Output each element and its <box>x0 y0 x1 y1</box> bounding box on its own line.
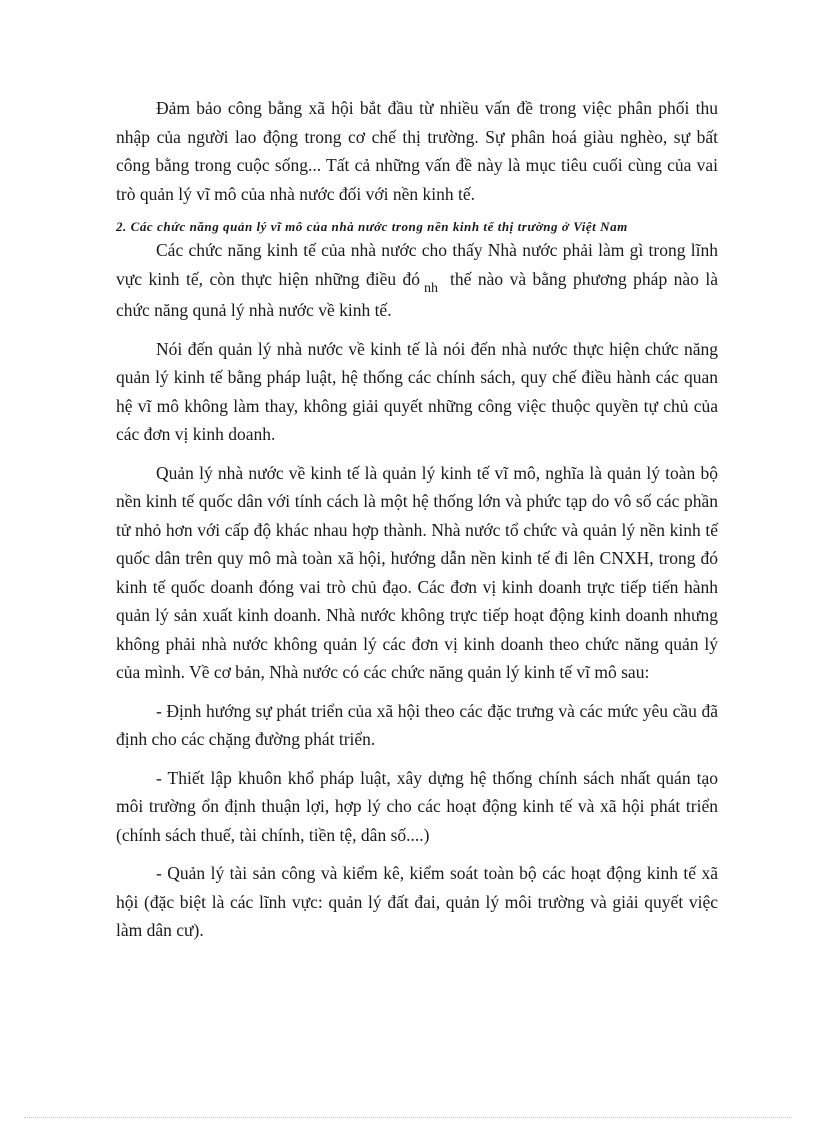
paragraph-social-equity: Đảm bảo công bằng xã hội bắt đầu từ nhiều vấn đề trong việc phân phối thu nhập của người lao động trong cơ chế thị trường. Sự phân hoá giàu nghèo, sự bất công bằng trong cuộc sống... Tất cả những vấn đề này là mục tiêu cuối cùng của vai trò quản lý vĩ mô của nhà nước đối với nền kinh tế. <box>116 98 718 204</box>
paragraph-economic-functions-sub: nh <box>424 280 439 296</box>
footer-divider <box>24 1117 792 1118</box>
bullet-item: - Quản lý tài sản công và kiểm kê, kiểm soát toàn bộ các hoạt động kinh tế xã hội (đặc biệt là các lĩnh vực: quản lý đất đai, quản lý môi trường và giải quyết việc làm dân cư). <box>116 863 718 940</box>
paragraph-economic-functions <box>116 236 718 325</box>
paragraph-state-management: Nói đến quản lý nhà nước về kinh tế là nói đến nhà nước thực hiện chức năng quản lý kinh tế bằng pháp luật, hệ thống các chính sách, quy chế điều hành các quan hệ vĩ mô không làm thay, không giải quyết những công việc thuộc quyền tự chủ của các đơn vị kinh doanh. <box>116 338 718 444</box>
document-body <box>116 94 718 955</box>
section-heading: 2. Các chức năng quản lý vĩ mô của nhà nước trong nền kinh tế thị trường ở Việt Nam <box>116 219 628 234</box>
bullet-item: - Thiết lập khuôn khổ pháp luật, xây dựng hệ thống chính sách nhất quán tạo môi trường ổn định thuận lợi, hợp lý cho các hoạt động kinh tế và xã hội phát triển (chính sách thuế, tài chính, tiền tệ, dân số....) <box>116 767 718 845</box>
paragraph-economic-functions-end: thế nào và bằng phương pháp nào là chức năng qunả lý nhà nước về kinh tế. <box>116 268 718 320</box>
bullet-item: - Định hướng sự phát triển của xã hội theo các đặc trưng và các mức yêu cầu đã định cho các chặng đường phát triển. <box>116 700 718 749</box>
paragraph-macro-management: Quản lý nhà nước về kinh tế là quản lý kinh tế vĩ mô, nghĩa là quản lý toàn bộ nền kinh tế quốc dân với tính cách là một hệ thống lớn và phức tạp do vô số các phần tử nhỏ hơn với cấp độ khác nhau hợp thành. Nhà nước tổ chức và quản lý nền kinh tế quốc dân trên quy mô mà toàn xã hội, hướng dẫn nền kinh tế đi lên CNXH, trong đó kinh tế quốc doanh đóng vai trò chủ đạo. Các đơn vị kinh doanh trực tiếp tiến hành quản lý sản xuất kinh doanh. Nhà nước không trực tiếp hoạt động kinh doanh nhưng không phải nhà nước không quản lý các đơn vị kinh doanh theo chức năng quản lý của mình. Về cơ bản, Nhà nước có các chức năng quản lý kinh tế vĩ mô sau: <box>116 462 718 682</box>
paragraph-economic-functions-start: Các chức năng kinh tế của nhà nước cho thấy Nhà nước phải làm gì trong lĩnh vực kinh tế, còn thực hiện những điều đó <box>116 240 718 289</box>
